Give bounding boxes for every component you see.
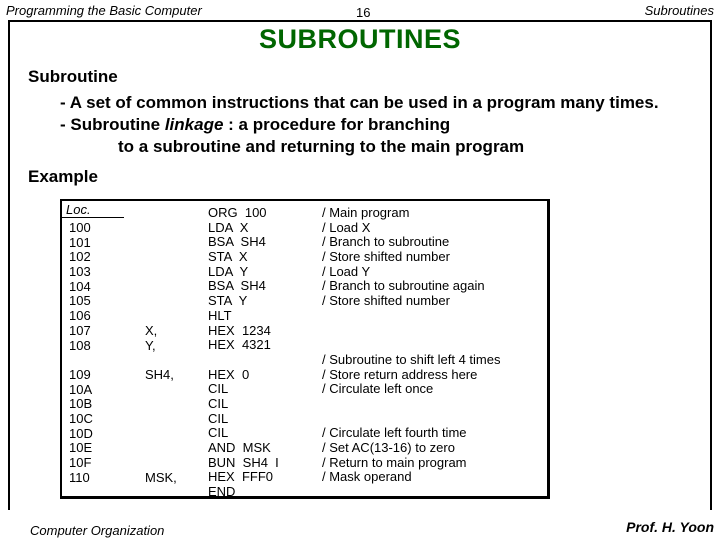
code-location: 10F (69, 455, 92, 470)
code-instruction: LDA Y (208, 263, 249, 279)
code-location: 105 (69, 293, 91, 309)
label-column (145, 221, 177, 485)
code-label (145, 265, 177, 280)
code-label: MSK, (145, 469, 177, 485)
code-comment: / Return to main program (322, 454, 467, 470)
example-label: Example (28, 167, 98, 186)
code-label (145, 280, 177, 295)
code-label (145, 294, 177, 309)
code-instruction: HEX 0 (208, 366, 250, 382)
code-location: 102 (69, 249, 91, 265)
linkage-term: linkage (164, 115, 224, 134)
code-location: 101 (69, 234, 91, 250)
code-location: 107 (69, 322, 91, 338)
code-comment: / Store shifted number (322, 293, 450, 309)
code-label: X, (145, 322, 158, 338)
linkage-bullet-suffix: : a procedure for branching (223, 115, 451, 134)
code-instruction: AND MSK (208, 440, 271, 455)
code-location: 103 (69, 264, 91, 280)
code-instruction: BUN SH4 I (208, 454, 279, 470)
code-comment (322, 338, 500, 353)
code-instruction: LDA X (208, 219, 249, 235)
linkage-bullet-prefix: - Subroutine (60, 115, 165, 134)
code-comment: / Load X (322, 219, 371, 235)
code-comment: / Branch to subroutine again (322, 278, 485, 294)
code-label (145, 427, 177, 442)
code-comment (322, 412, 500, 427)
code-comment: / Load Y (322, 263, 371, 279)
location-header-underline (60, 217, 124, 218)
code-location: 109 (69, 366, 91, 382)
code-location: 10C (69, 410, 93, 426)
footer-course-name: Computer Organization (30, 523, 165, 538)
code-instruction: CIL (208, 381, 229, 397)
code-label (145, 236, 177, 251)
code-location: 108 (69, 337, 91, 353)
code-comment: / Store shifted number (322, 249, 450, 265)
code-label: Y, (145, 337, 156, 353)
code-instruction: CIL (208, 425, 229, 441)
location-column (69, 221, 93, 485)
code-instruction: END (208, 484, 236, 500)
code-label (145, 412, 177, 427)
code-location: 10D (69, 425, 93, 441)
location-column-header: Loc. (66, 202, 91, 217)
code-comment: / Mask operand (322, 469, 412, 485)
slide-title: SUBROUTINES (258, 24, 461, 54)
code-location: 10A (69, 381, 93, 397)
code-comment (322, 309, 500, 324)
code-location: 10E (69, 440, 93, 456)
code-label (145, 309, 177, 324)
code-comment (322, 324, 500, 339)
code-label (145, 441, 177, 456)
page-number: 16 (356, 5, 371, 20)
code-location: 106 (69, 308, 91, 324)
comment-column (322, 206, 500, 500)
code-location: 110 (69, 469, 90, 485)
code-instruction: HLT (208, 307, 232, 323)
code-label (145, 221, 177, 236)
code-location: 10B (69, 396, 93, 412)
footer-author: Prof. H. Yoon (626, 519, 714, 535)
code-instruction: BSA SH4 (208, 278, 266, 294)
code-location (69, 353, 93, 368)
code-instruction: CIL (208, 395, 229, 411)
code-instruction: HEX FFF0 (208, 469, 274, 485)
code-instruction: HEX 1234 (208, 322, 271, 338)
code-label (145, 456, 177, 471)
code-comment: / Subroutine to shift left 4 times (322, 351, 501, 367)
instruction-column (208, 206, 279, 500)
code-instruction: STA Y (208, 293, 248, 309)
code-instruction: CIL (208, 410, 229, 426)
code-location: 100 (69, 220, 91, 235)
code-instruction: STA X (208, 249, 248, 265)
code-location: 104 (69, 278, 91, 294)
linkage-bullet (60, 115, 450, 135)
code-comment: / Branch to subroutine (322, 234, 450, 250)
subroutine-heading: Subroutine (28, 67, 118, 86)
code-comment: / Circulate left fourth time (322, 425, 467, 441)
code-instruction: BSA SH4 (208, 234, 266, 250)
code-comment (322, 397, 500, 412)
code-comment (322, 485, 500, 500)
code-label (145, 383, 177, 398)
code-instruction: HEX 4321 (208, 337, 271, 353)
code-label (145, 397, 177, 412)
code-comment: / Main program (322, 205, 410, 220)
linkage-bullet-continuation: to a subroutine and returning to the main program (118, 137, 525, 156)
code-comment: / Set AC(13-16) to zero (322, 440, 455, 455)
header-section-title: Subroutines (644, 3, 714, 18)
code-label: SH4, (145, 366, 174, 382)
code-instruction (208, 353, 279, 368)
code-label (145, 250, 177, 265)
code-instruction: ORG 100 (208, 205, 267, 220)
code-comment: / Circulate left once (322, 381, 434, 397)
code-comment: / Store return address here (322, 366, 478, 382)
code-label (145, 353, 177, 368)
header-course-title: Programming the Basic Computer (6, 3, 202, 18)
definition-bullet: - A set of common instructions that can be used in a program many times. (60, 93, 659, 112)
